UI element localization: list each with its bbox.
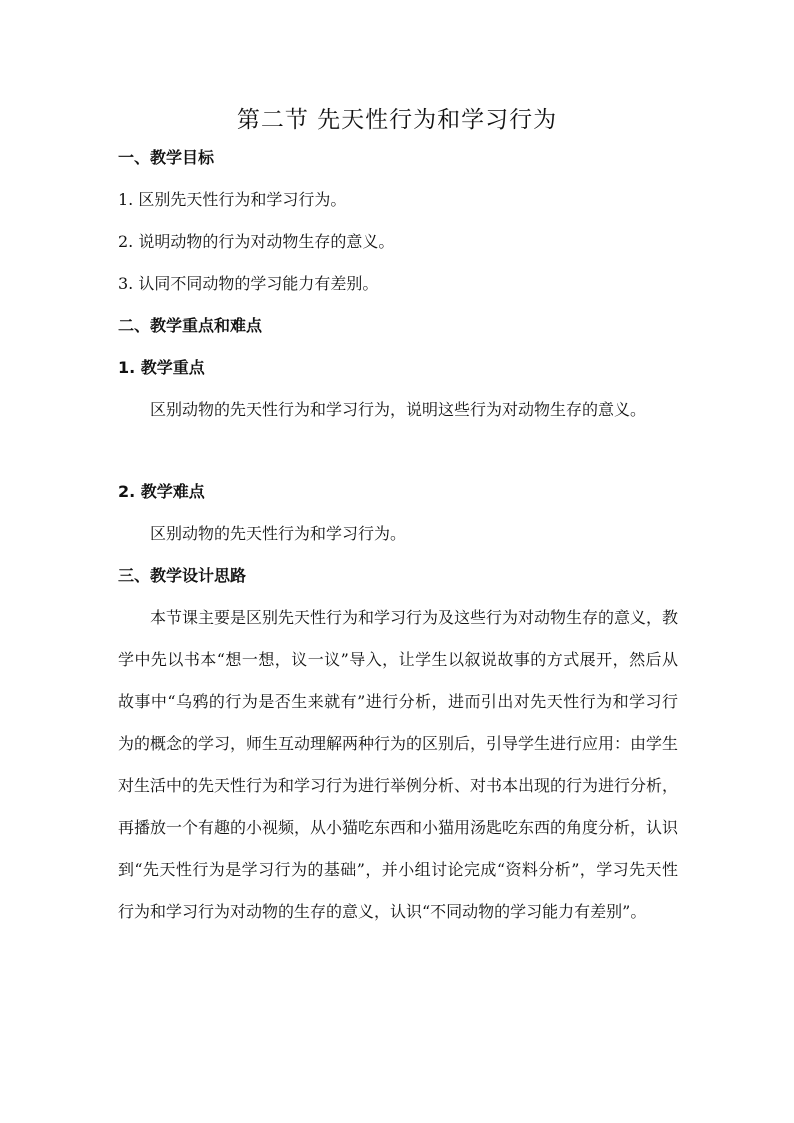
subheading-focus: 1. 教学重点 (118, 358, 205, 377)
subheading-difficulty: 2. 教学难点 (118, 482, 205, 501)
section-heading-goals: 一、教学目标 (118, 148, 215, 167)
design-text: 本节课主要是区别先天性行为和学习行为及这些行为对动物生存的意义，教学中先以书本“想一想，议一议”导入，让学生以叙说故事的方式展开，然后从故事中“乌鸦的行为是否生来就有”进行分析，进而引出对先天性行为和学习行为的概念的学习，师生互动理解两种行为的区别后，引导学生进行应用：由学生对生活中的先天性行为和学习行为进行举例分析、对书本出现的行为进行分析，再播放一个有趣的小视频，从小猫吃东西和小猫用汤匙吃东西的角度分析，认识到“先天性行为是学习行为的基础”，并小组讨论完成“资料分析”，学习先天性行为和学习行为对动物的生存的意义，认识“不同动物的学习能力有差别”。 (118, 608, 679, 921)
section-heading-design: 三、教学设计思路 (118, 566, 247, 585)
difficulty-text: 区别动物的先天性行为和学习行为。 (150, 524, 407, 543)
goal-item-1: 1. 区别先天性行为和学习行为。 (118, 190, 347, 209)
goal-item-2: 2. 说明动物的行为对动物生存的意义。 (118, 232, 395, 251)
focus-text: 区别动物的先天性行为和学习行为，说明这些行为对动物生存的意义。 (150, 400, 647, 419)
section-heading-key-points: 二、教学重点和难点 (118, 316, 263, 335)
goal-item-3: 3. 认同不同动物的学习能力有差别。 (118, 274, 379, 293)
page-title: 第二节 先天性行为和学习行为 (236, 107, 558, 133)
